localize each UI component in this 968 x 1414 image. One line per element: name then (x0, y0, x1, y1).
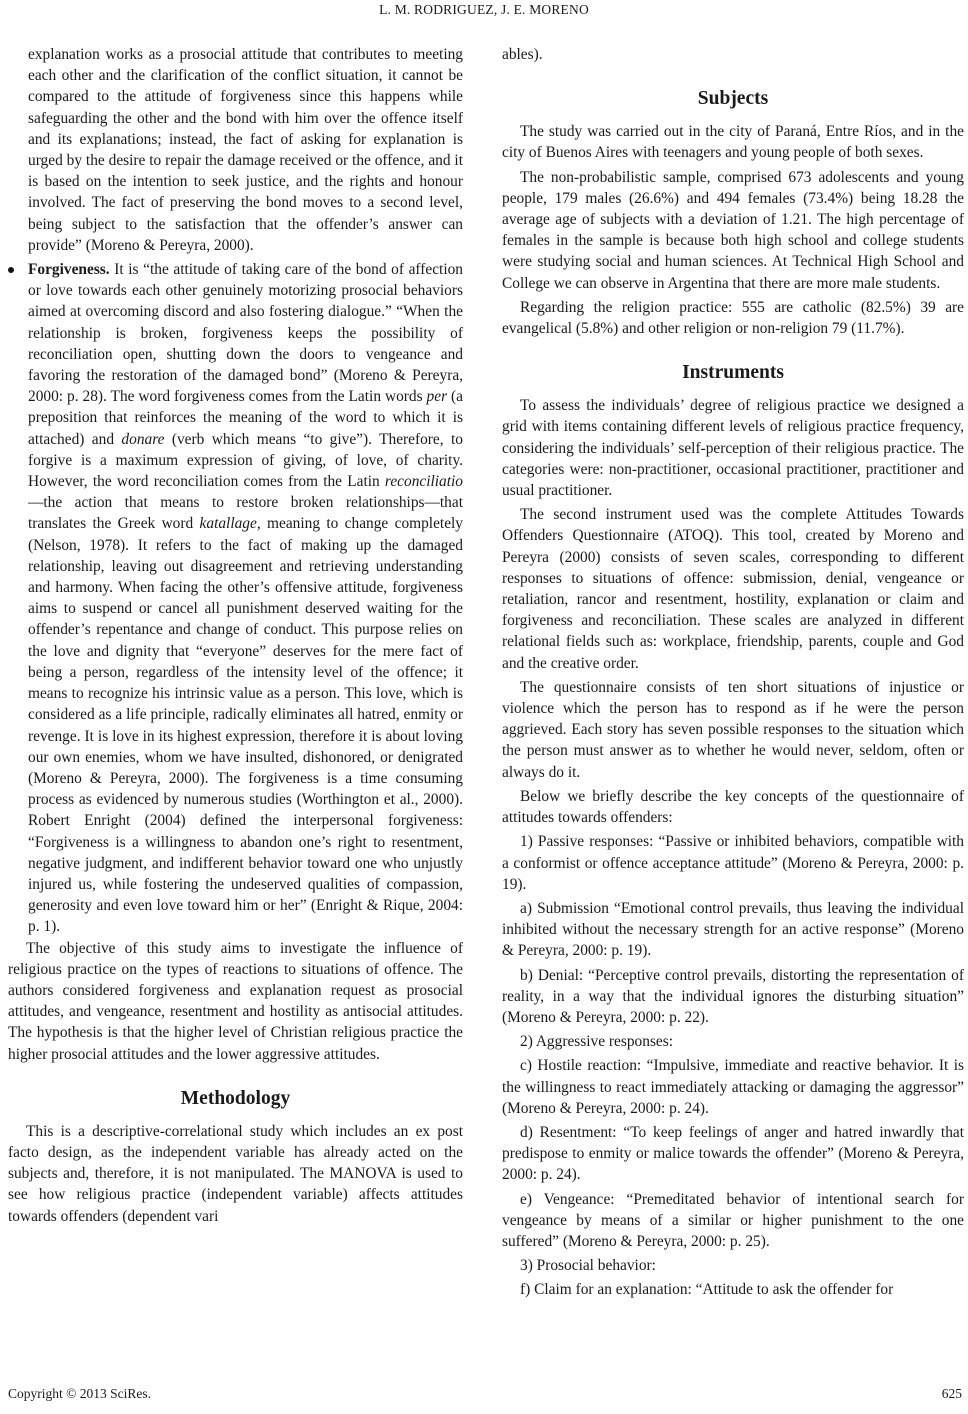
paragraph-key-concepts-intro: Below we briefly describe the key concepts of the questionnaire of attitudes towards offenders: (502, 787, 964, 827)
heading-methodology: Methodology (180, 1087, 291, 1109)
list-item-prosocial-behavior: 3) Prosocial behavior: (520, 1257, 656, 1275)
forgiveness-text: It is “the attitude of taking care of the bond of affection or love towards each other genuinely motorizing prosocial behaviors aimed at overcoming discord and also fostering dialogue.” “When the relationship is broken, forgiveness keeps the possibility of reconciliation open, shutting down the doors to vengeance and favoring the restoration of the damaged bond” (Moreno & Pereyra, 2000: p. 28). The word forgiveness comes from the Latin words (28, 261, 463, 406)
paragraph-instrument-atoq: The second instrument used was the complete Attitudes Towards Offenders Questionnaire (ATOQ). This tool, created by Moreno and Pereyra (2000) consists of seven scales, corresponding to different responses to situations of offence: submission, denial, vengeance or retaliation, rancor and resentment, hostility, explanation or claim and forgiveness and reconciliation. These scales are analyzed in different relational fields such as: workplace, friendship, parents, couple and God and the creative order. (502, 506, 964, 672)
paragraph-ables: ables). (502, 46, 543, 63)
paragraph-objective: The objective of this study aims to investigate the influence of religious practice on the types of reactions to situations of offence. The authors considered forgiveness and explanation request as prosocial attitudes, and vengeance, resentment and hostility as antisocial attitudes. The hypothesis is that the higher level of Christian religious practice the higher prosocial attitudes and the lower aggressive attitudes. (8, 939, 463, 1063)
paragraph-instrument-situations: The questionnaire consists of ten short situations of injustice or violence which the person has to respond as if he were the person aggrieved. Each story has seven possible responses to the situation which the person must answer as to whether he would never, seldom, often or always do it. (502, 678, 964, 781)
paragraph-subjects-location: The study was carried out in the city of Paraná, Entre Ríos, and in the city of Buenos Aires with teenagers and young people of both sexes. (502, 123, 964, 162)
heading-subjects: Subjects (697, 88, 769, 110)
footer-page-number: 625 (941, 1386, 962, 1401)
paragraph-methodology: This is a descriptive-correlational study which includes an ex post facto design, as the independent variable has already acted on the subjects and, therefore, it is not manipulated. The MANOVA is used to see how religious practice (independent variable) affects attitudes towards offenders (dependent vari (8, 1122, 463, 1225)
greek-term-katallage: katallage (199, 515, 257, 533)
forgiveness-text: (verb which means “to give”). Therefore, to forgive is a maximum expression of giving, of love, of charity. However, the word reconciliation comes from the Latin (28, 430, 463, 491)
list-item-aggressive-responses: 2) Aggressive responses: (520, 1033, 674, 1051)
paragraph-subjects-sample: The non-probabilistic sample, comprised 673 adolescents and young people, 179 males (26.6%) and 494 females (73.4%) being 18.28 the average age of subjects with a deviation of 1.21. The high percentage of females in the sample is because both high school and college students were studying social and human sciences. At Technical High School and College we can observe in Argentina that there are more male students. (502, 168, 964, 292)
list-item-vengeance: e) Vengeance: “Premeditated behavior of intentional search for vengeance by means of a similar or higher punishment to the one suffered” (Moreno & Pereyra, 2000: p. 25). (502, 1190, 964, 1250)
bullet-dot-icon (8, 267, 14, 273)
latin-term-per: per (426, 388, 448, 406)
paragraph-explanation-continued: explanation works as a prosocial attitude that contributes to meeting each other and the clarification of the conflict situation, it cannot be compared to the attitude of forgiveness since this happens while safeguarding the other and the bond with him over the offence itself and its explanations; instead, the fact of asking for explanation is urged by the desire to repair the damage received or the offence, and it is based on the intention to seek justice, and the rights and honour involved. The fact of preserving the bond moves to a second level, being subject to the satisfaction that the offender’s answer can provide” (Moreno & Pereyra, 2000). (28, 46, 463, 254)
list-item-passive-responses: 1) Passive responses: “Passive or inhibited behaviors, compatible with a conformist or offence acceptance attitude” (Moreno & Pereyra, 2000: p. 19). (502, 833, 964, 893)
latin-term-reconciliatio: reconciliatio (384, 473, 463, 491)
term-forgiveness: Forgiveness. (28, 261, 110, 279)
forgiveness-text: , meaning to change completely (Nelson, 1978). It refers to the fact of making up the damaged relationship, leaving out disagreement and retrieving understanding and harmony. When facing the other’s offensive attitude, forgiveness aims to suspend or cancel all punishment deserved waiting for the offender’s repentance and change of conduct. This purpose relies on the love and dignity that “everyone” deserves for the mere fact of being a person, regardless of the intensity level of the offence; it means to recognize his intrinsic value as a person. This love, which is considered as a life principle, radically eliminates all hatred, enmity or revenge. It is love in its highest expression, therefore it is about loving our own enemies, whom we have insulted, dishonored, or denigrated (Moreno & Pereyra, 2000). The forgiveness is a time consuming process as evidenced by numerous studies (Worthington et al., 2000). Robert Enright (2004) defined the interpersonal forgiveness: “Forgiveness is a willingness to abandon one’s right to resentment, negative judgment, and indifferent behavior toward one who unjustly injured us, while fostering the undeserved qualities of compassion, generosity and even love toward him or her” (Enright & Rique, 2004: p. 1). (28, 515, 463, 936)
list-item-denial: b) Denial: “Perceptive control prevails, distorting the representation of reality, in a way that the individual ignores the disturbing situation” (Moreno & Pereyra, 2000: p. 22). (502, 966, 964, 1026)
right-column (502, 44, 964, 1304)
list-item-resentment: d) Resentment: “To keep feelings of anger and hatred inwardly that predispose to enmity or malice towards the offender” (Moreno & Pereyra, 2000: p. 24). (502, 1123, 964, 1184)
running-head: L. M. RODRIGUEZ, J. E. MORENO (379, 2, 589, 17)
paragraph-subjects-religion: Regarding the religion practice: 555 are catholic (82.5%) 39 are evangelical (5.8%) and other religion or non-religion 79 (11.7%). (502, 298, 964, 338)
list-item-submission: a) Submission “Emotional control prevails, thus leaving the individual inhibited without the necessary strength for an active response” (Moreno & Pereyra, 2000: p. 19). (502, 899, 964, 960)
heading-instruments: Instruments (682, 362, 784, 384)
forgiveness-text: —the action that means to restore broken relationships—that translates the Greek word (28, 494, 463, 533)
paragraph-instrument-grid: To assess the individuals’ degree of religious practice we designed a grid with items containing different levels of religious practice frequency, considering the individuals’ self-perception of their religious practice. The categories were: non-practitioner, occasional practitioner, practitioner and usual practitioner. (502, 397, 964, 500)
left-column (8, 44, 463, 1230)
footer-copyright: Copyright © 2013 SciRes. (8, 1386, 152, 1401)
bullet-item-forgiveness (8, 259, 463, 938)
latin-term-donare: donare (121, 430, 165, 448)
list-item-claim-explanation: f) Claim for an explanation: “Attitude to ask the offender for (520, 1281, 894, 1299)
forgiveness-text: (a preposition that reinforces the meaning of the word to which it is attached) and (28, 388, 463, 448)
paragraph-forgiveness (28, 259, 463, 938)
list-item-hostile-reaction: c) Hostile reaction: “Impulsive, immediate and reactive behavior. It is the willingness to react immediately attacking or damaging the aggressor” (Moreno & Pereyra, 2000: p. 24). (502, 1057, 964, 1117)
